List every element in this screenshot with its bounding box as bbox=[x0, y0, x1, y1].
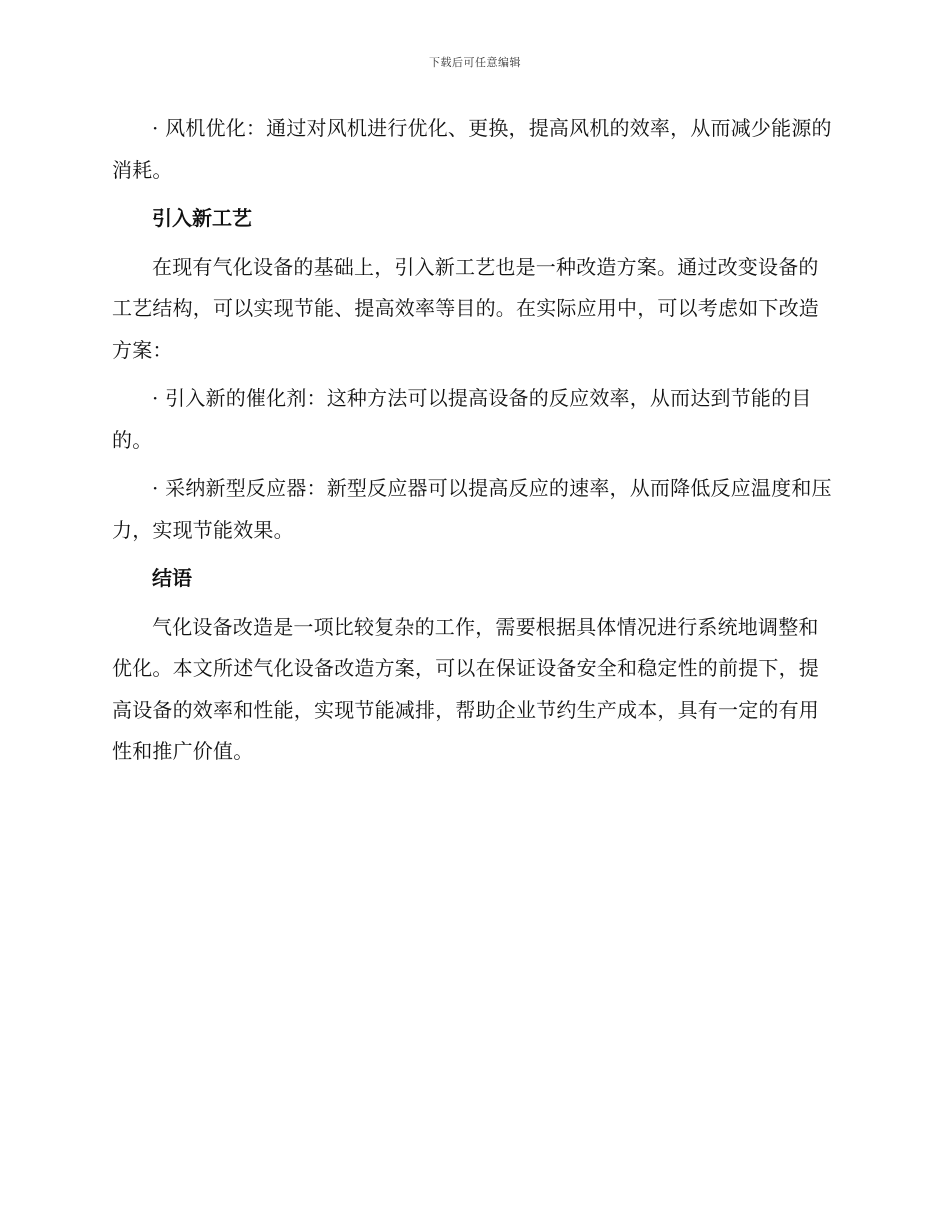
paragraph-conclusion: 气化设备改造是一项比较复杂的工作，需要根据具体情况进行系统地调整和优化。本文所述气化设备改造方案，可以在保证设备安全和稳定性的前提下，提高设备的效率和性能，实现节能减排，帮助企业节约生产成本，具有一定的有用性和推广价值。 bbox=[112, 614, 819, 763]
section-heading-new-process: 引入新工艺 bbox=[152, 206, 252, 230]
bullet-new-reactor: · 采纳新型反应器：新型反应器可以提高反应的速率，从而降低反应温度和压力，实现节能效果。 bbox=[112, 476, 832, 542]
paragraph-new-process-intro: 在现有气化设备的基础上，引入新工艺也是一种改造方案。通过改变设备的工艺结构，可以实现节能、提高效率等目的。在实际应用中，可以考虑如下改造方案： bbox=[112, 254, 819, 362]
page-header: 下载后可任意编辑 bbox=[429, 56, 521, 69]
bullet-fan-optimization: · 风机优化：通过对风机进行优化、更换，提高风机的效率，从而减少能源的消耗。 bbox=[112, 116, 832, 182]
document-body bbox=[112, 108, 832, 773]
bullet-new-catalyst: · 引入新的催化剂：这种方法可以提高设备的反应效率，从而达到节能的目的。 bbox=[112, 386, 812, 452]
section-heading-conclusion: 结语 bbox=[152, 566, 192, 590]
